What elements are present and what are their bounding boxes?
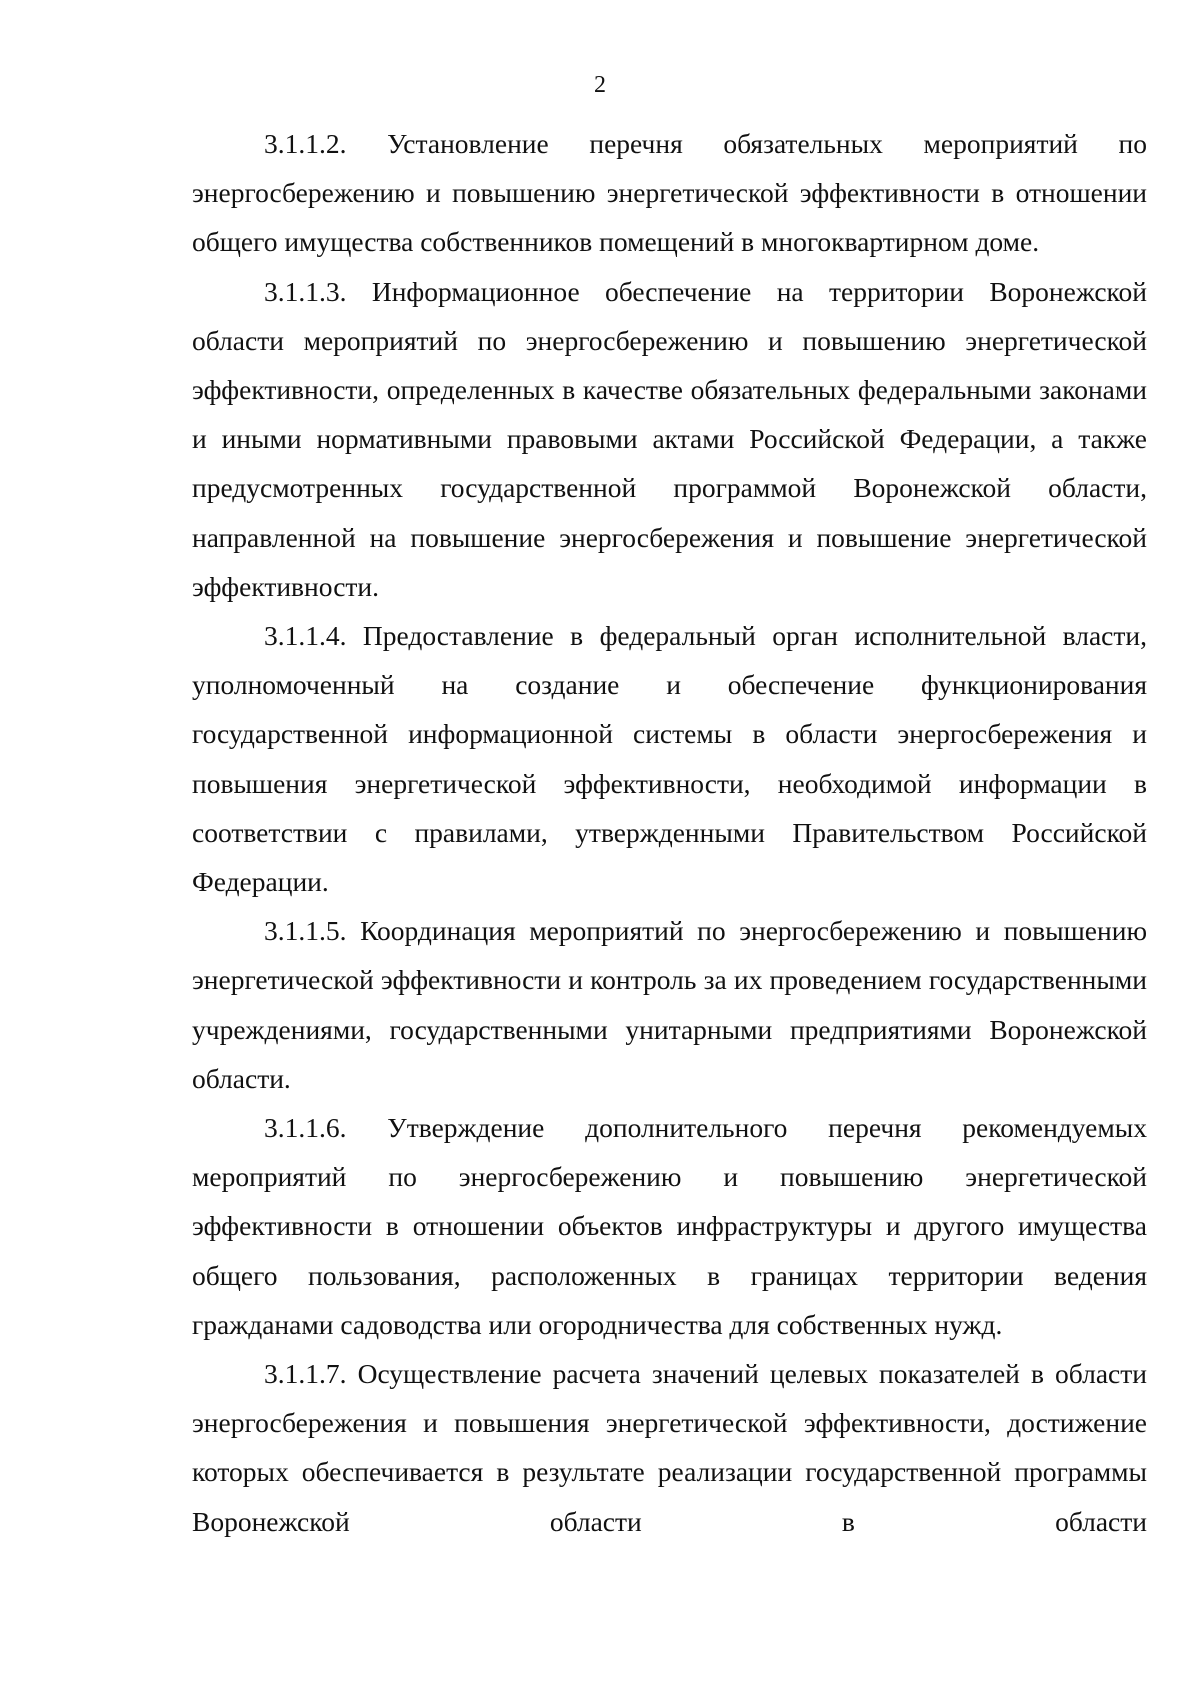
paragraph-3-1-1-7: 3.1.1.7. Осуществление расчета значений целевых показателей в области энергосбережения и повышения энергетической эффективности, достижение которых обеспечивается в результате реализации государственной программы Воронежской области в области — [192, 1358, 1147, 1537]
page-number: 2 — [594, 72, 606, 98]
paragraph-3-1-1-5: 3.1.1.5. Координация мероприятий по энергосбережению и повышению энергетической эффективности и контроль за их проведением государственными учреждениями, государственными унитарными предприятиями Воронежской области. — [192, 915, 1147, 1094]
paragraph-3-1-1-3: 3.1.1.3. Информационное обеспечение на территории Воронежской области мероприятий по энергосбережению и повышению энергетической эффективности, определенных в качестве обязательных федеральными законами и иными нормативными правовыми актами Российской Федерации, а также предусмотренных государственной программой Воронежской области, направленной на повышение энергосбережения и повышение энергетической эффективности. — [192, 275, 1147, 602]
document-body — [192, 119, 1147, 1546]
paragraph-3-1-1-6: 3.1.1.6. Утверждение дополнительного перечня рекомендуемых мероприятий по энергосбережению и повышению энергетической эффективности в отношении объектов инфраструктуры и другого имущества общего пользования, расположенных в границах территории ведения гражданами садоводства или огородничества для собственных нужд. — [192, 1112, 1147, 1340]
paragraph-3-1-1-4: 3.1.1.4. Предоставление в федеральный орган исполнительной власти, уполномоченный на создание и обеспечение функционирования государственной информационной системы в области энергосбережения и повышения энергетической эффективности, необходимой информации в соответствии с правилами, утвержденными Правительством Российской Федерации. — [192, 620, 1147, 898]
paragraph-3-1-1-2: 3.1.1.2. Установление перечня обязательных мероприятий по энергосбережению и повышению энергетической эффективности в отношении общего имущества собственников помещений в многоквартирном доме. — [192, 128, 1147, 258]
